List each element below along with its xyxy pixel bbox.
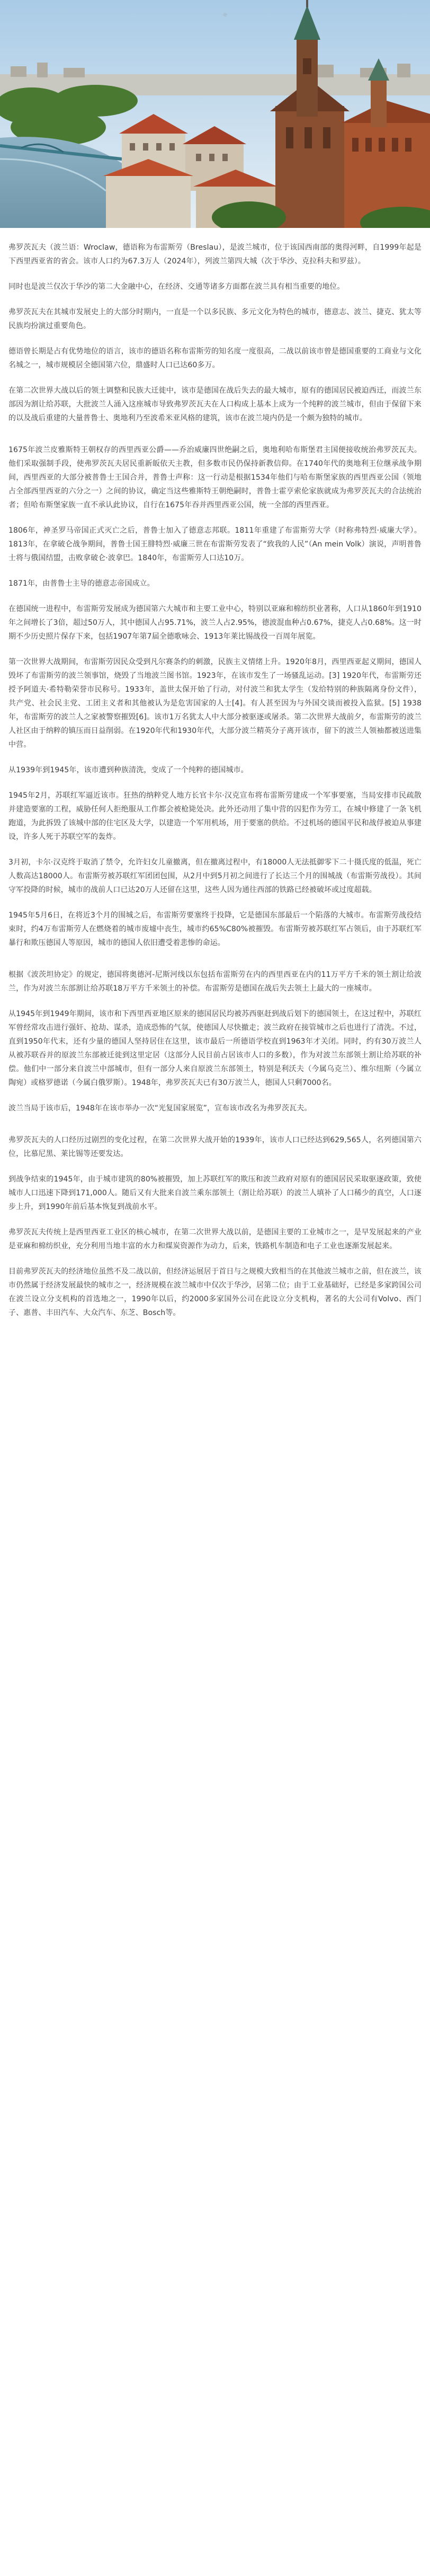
paragraph-surrender: 1945年5月6日，在将近3个月的围城之后，布雷斯劳要塞终于投降，它是德国东部最后一个陷落的大城市。布雷斯劳战役结束时，约4万布雷斯劳人在燃烧着的城市废墟中丧生，城市约65%C80%被摧毁。布雷斯劳被苏联红军占领后，由于苏联红军暴行和欺压德国人等原因，城市的德国人依旧遭受着悲惨的命运。 bbox=[8, 911, 422, 947]
paragraph-industry: 弗罗茨瓦夫传统上是西里西亚工业区的核心城市，在第二次世界大战以前，是德国主要的工业城市之一，是早发展起来的产业是亚麻和棉纺织业，充分利用当地丰富的水力和煤炭资源作为动力，后来，铁路机车制造和电子工业也逐渐发展起来。 bbox=[8, 1228, 422, 1250]
paragraph-population-decline: 到战争结束的1945年，由于城市建筑的80%被摧毁，加上苏联红军的欺压和波兰政府对原有的德国居民采取驱逐政策，致使城市人口迅速下降到171,000人。随后又有大批来自波兰乘东部领土（割让给苏联）的波兰人填补了人口稀少的真空，人口逐步上升，到1990年前后基本恢复到战前水平。 bbox=[8, 1175, 422, 1211]
paragraph-economy: 目前弗罗茨瓦夫的经济地位虽然不及二战以前，但经济运展居于首日与之规模大致相当的在其他波兰城市之前，但在波兰，该市仍然属于经济发展最快的城市之一，经济规模在波兰城市中仅次于华沙，居第二位；由于工业基础好，已经是多家跨国公司在波兰设立分支机构的首选地之一，1990年以后，约2000多家国外公司在此设立分支机构，著名的大公司有Volvo、西门子、惠普、丰田汽车、大众汽车、东芝、Bosch等。 bbox=[8, 1267, 422, 1317]
hero-image bbox=[0, 0, 430, 228]
paragraph-1945-1949: 从1945年到1949年期间，该市和下西里西亚地区原来的德国居民均被苏西驱赶到战后划下的德国领土，在这过程中，苏联红军曾经常攻击进行强奸、抢劫、谋杀，造成恐怖的气氛，使德国人尽快撤走；波兰政府在接管城市之后也进行了清洗。不过，直到1950年代末，还有少量的德国人坚持居住在这里，该市最后一所德语学校直到1963年才关闭。同时，约有30万波兰人从被苏联吞并的原波兰东部被迁徙到这里定居（这部分人民目前占居该市人口的多数），作为对波兰东部领土割让给苏联的补偿。他们中一部分来自波兰中部城市，但有一部分人来自原波兰东部领土，特别是利沃夫（今属乌克兰）、维尔纽斯（今属立陶宛）或格罗德诺（今属白俄罗斯）。1948年，弗罗茨瓦夫已有30万波兰人，德国人只剩7000名。 bbox=[8, 1010, 422, 1087]
paragraph-population: 弗罗茨瓦夫的人口经历过剧烈的变化过程，在第二次世界大战开始的1939年，该市人口已经达到629,565人，名列德国第六位，比慕尼黑、莱比锡等还要发达。 bbox=[8, 1136, 422, 1158]
paragraph-ww1: 第一次世界大战期间，布雷斯劳因民众受到凡尔赛条约的刺激，民族主义情绪上升。1920年8月，西里西亚起义期间，德国人毁坏了布雷斯劳的波兰领事馆，烧毁了当地波兰图书馆。1923年，在该市发生了一场骚乱运动。[3] 1920年代，布雷斯劳还授予阿道夫·希特勒荣誉市民称号。1933年，盖世太保开始了行动，对付波兰和犹太学生（发给特别的种族隔离身份文件），共产党、社会民主党、工团主义者和其他被认为是危害国家的人士[4]。有人甚至因为与外国交谈而被投入监狱。[5] 1938年，布雷斯劳的波兰人之家被警察摧毁[6]。该市1万名犹太人中大部分被驱逐或屠杀。第二次世界大战前夕，布雷斯劳的波兰人社区由于纳粹的镇压而日益削弱。在1920年代和1930年代，大部分波兰精英分子离开该市，留下的波兰人领袖都被送进集中营。 bbox=[8, 658, 422, 749]
paragraph-1948: 波兰当局于该市后，1948年在该市举办一次“光复国家展览”，宣布该市改名为弗罗茨瓦夫。 bbox=[8, 1104, 312, 1113]
paragraph-1871: 1871年，由普鲁士主导的德意志帝国成立。 bbox=[8, 579, 155, 588]
paragraph-multicultural: 弗罗茨瓦夫在其城市发展史上的大部分时期内，一直是一个以多民族、多元文化为特色的城市，德意志、波兰、捷克、犹太等民族均扮演过重要角色。 bbox=[8, 308, 422, 330]
paragraph-postwar: 在第二次世界大战以后的领土调整和民族大迁徙中，该市是德国在战后失去的最大城市，原有的德国居民被迫西迁，而波兰东部因为割让给苏联，大批波兰人涌入这座城市导致弗罗茨瓦夫在人口构成上基本上成为一个纯粹的波兰城市，但由于保留下来的以及战后重建的大量普鲁士、奥地利乃至波希米亚风格的建筑，该市在波兰境内仍是一个颇为独特的城市。 bbox=[8, 386, 422, 422]
paragraph-german-language: 德语曾长期是占有优势地位的语言，该市的德语名称布雷斯劳的知名度一度很高，二战以前该市曾是德国重要的工商业与文化名城之一，城市规模居全德国第六位，鼎盛时人口已达60多万。 bbox=[8, 347, 422, 369]
paragraph-1939: 从1939年到1945年，该市遭到种族清洗，变成了一个纯粹的德国城市。 bbox=[8, 766, 248, 774]
paragraph-1675: 1675年波兰皮雅斯特王朝权存的西里西亚公爵——乔治威廉四世绝嗣之后，奥地利哈布斯堡君主国便接收统治弗罗茨瓦夫。他们采取强制手段，使弗罗茨瓦夫居民重新皈依天主教，但多数市民仍保持新教信仰。在1740年代的奥地利王位继承战争期间，西里西亚的大部分被普鲁士王国合并，普鲁士声称：这一行动是根据1534年他们与哈布斯堡家族的西里西亚公国（领地占全部西里西亚的六分之一）之间的协议，确定当这些雅斯特王朝绝嗣时，普鲁士霍亨索伦家族就成为弗罗茨瓦夫的合法统治者；但哈布斯堡家族一直不承认此协议，自行在1675年吞并西里西亚公国，统一全部的西里西亚。 bbox=[8, 446, 422, 509]
paragraph-march: 3月初，卡尔·汉克终于取消了禁令，允许妇女儿童撤离，但在撤离过程中，有18000人无法抵御零下二十摄氏度的低温，死亡人数高达18000人。布雷斯劳被苏联红军团团包围，从2月中到5月初之间进行了长达三个月的围城战（布雷斯劳战役）。其间守军投降的时候，城市的战前人口已达20万人还留在这里，这些人因为通往西部的铁路已经被破坏或过度超载。 bbox=[8, 858, 422, 894]
paragraph-1806: 1806年，神圣罗马帝国正式灭亡之后，普鲁士加入了德意志邦联。1811年重建了布雷斯劳大学（时称弗特烈·威廉大学）。1813年，在拿破仑战争期间，普鲁士国王腓特烈·威廉三世在布雷斯劳发表了“致我的人民”（An mein Volk）演说，声明普鲁士将与俄国结盟，击败拿破仑·波拿巴。1840年，布雷斯劳人口达10万。 bbox=[8, 526, 422, 562]
article-body bbox=[0, 228, 430, 1347]
paragraph-industrial: 在德国统一进程中，布雷斯劳发展成为德国第六大城市和主要工业中心，特别以亚麻和棉纺织业著称，人口从1860年到1910年之间增长了3倍，超过50万人，其中德国人占95.71%，波兰人占2.95%，德波混血种占0.67%，捷克人占0.68%。这一时期不少历史照片保存下来，包括1907年第7届全德歌咏会、1913年莱比锡战役一百周年展览。 bbox=[8, 605, 422, 641]
paragraph-potsdam: 根据《波茨坦协定》的规定，德国将奥德河-尼斯河线以东包括布雷斯劳在内的西里西亚在内的11万平方千米的领土割让给波兰，作为对波兰东部割让给苏联18万平方千米领土的补偿。布雷斯劳是德国在战后失去领土上最大的一座城市。 bbox=[8, 971, 422, 993]
paragraph-1945-feb: 1945年2月，苏联红军逼近该市。狂热的纳粹党人地方长官卡尔·汉克宣布将布雷斯劳建成一个军事要塞，当局安排市民疏散并建造要塞的工程，威胁任何人拒绝服从工作都会被枪毙处决。此外还动用了集中营的囚犯作为劳工，在城中修建了一条飞机跑道，为此拆毁了该城中部的住宅区及大学，以建造一个军用机场，用于要塞的供给。不过机场的德国平民和战俘被迫从事建设，许多人死于苏联空军的轰炸。 bbox=[8, 791, 422, 841]
watermark-text: ◆ bbox=[221, 10, 229, 19]
paragraph-intro: 弗罗茨瓦夫（波兰语：Wroclaw，德语称为布雷斯劳（Breslau），是波兰城市，位于该国西南部的奥得河畔，自1999年起是下西里西亚省的省会。该市人口约为67.3万人（2024年），列波兰第四大城（次于华沙、克拉科夫和罗兹）。 bbox=[8, 243, 422, 266]
wroclaw-cityscape-photo bbox=[0, 0, 430, 228]
paragraph-finance: 同时也是波兰仅次于华沙的第二大金融中心，在经济、交通等诸多方面都在波兰具有相当重要的地位。 bbox=[8, 283, 345, 291]
